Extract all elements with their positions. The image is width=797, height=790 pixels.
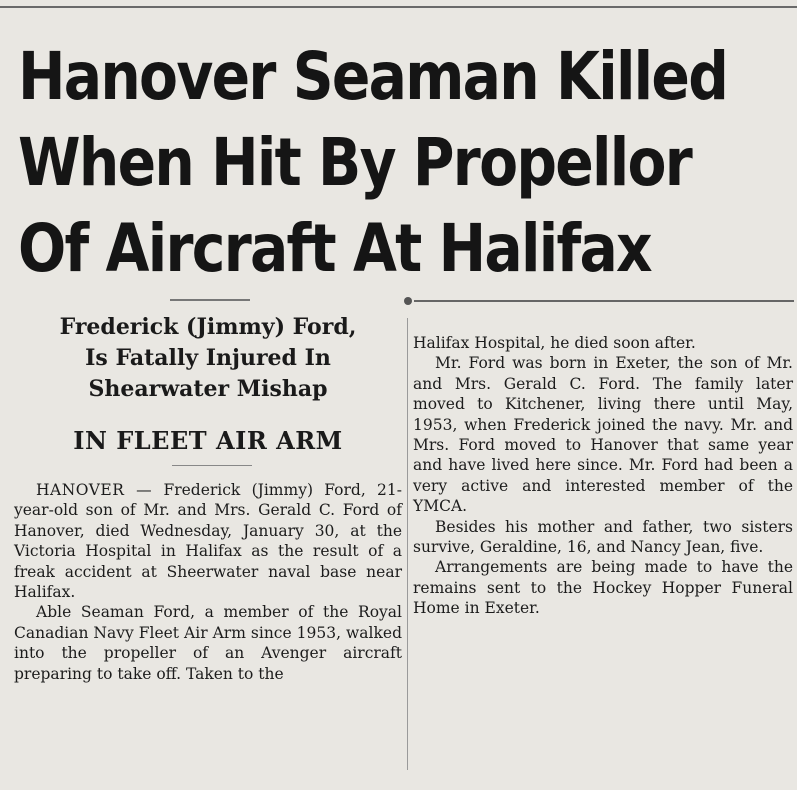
article-column-left bbox=[14, 480, 402, 684]
article-column-right bbox=[413, 333, 793, 619]
article-paragraph: Mr. Ford was born in Exeter, the son of Mr. and Mrs. Gerald C. Ford. The family later moved to Kitchener, living there until May, 1953, when Frederick joined the navy. Mr. and Mrs. Ford moved to Hanover that same year and have lived here since. Mr. Ford had been a very active and interested member of the YMCA. bbox=[413, 354, 793, 516]
headline bbox=[18, 34, 792, 292]
top-rule bbox=[0, 6, 797, 8]
subheadline bbox=[10, 312, 406, 405]
decorative-rule-left bbox=[170, 299, 250, 301]
section-rule bbox=[172, 465, 252, 466]
column-divider bbox=[407, 318, 408, 770]
article-paragraph bbox=[14, 480, 402, 602]
dateline: HANOVER — bbox=[36, 481, 153, 499]
headline-line-2: When Hit By Propellor bbox=[18, 124, 692, 201]
subheadline-line-3: Shearwater Mishap bbox=[88, 376, 328, 402]
article-paragraph: Able Seaman Ford, a member of the Royal Canadian Navy Fleet Air Arm since 1953, walked into the propeller of an Avenger aircraft preparing to take off. Taken to the bbox=[14, 603, 402, 683]
article-paragraph: Arrangements are being made to have the remains sent to the Hockey Hopper Funeral Home in Exeter. bbox=[413, 558, 793, 618]
article-text: Frederick (Jimmy) Ford, 21-year-old son of Mr. and Mrs. Gerald C. Ford of Hanover, died Wednesday, January 30, at the Victoria Hospital in Halifax as the result of a freak accident at Sheerwater naval base near Halifax. bbox=[14, 481, 402, 602]
decorative-rule-right bbox=[414, 300, 794, 302]
section-heading: IN FLEET AIR ARM bbox=[73, 426, 343, 455]
subheadline-line-2: Is Fatally Injured In bbox=[85, 345, 331, 371]
headline-line-3: Of Aircraft At Halifax bbox=[18, 210, 651, 287]
article-paragraph: Halifax Hospital, he died soon after. bbox=[413, 334, 696, 352]
article-paragraph: Besides his mother and father, two sisters survive, Geraldine, 16, and Nancy Jean, five. bbox=[413, 517, 793, 557]
subheadline-line-1: Frederick (Jimmy) Ford, bbox=[59, 314, 357, 340]
rule-ornament bbox=[404, 297, 412, 305]
headline-line-1: Hanover Seaman Killed bbox=[18, 38, 728, 115]
